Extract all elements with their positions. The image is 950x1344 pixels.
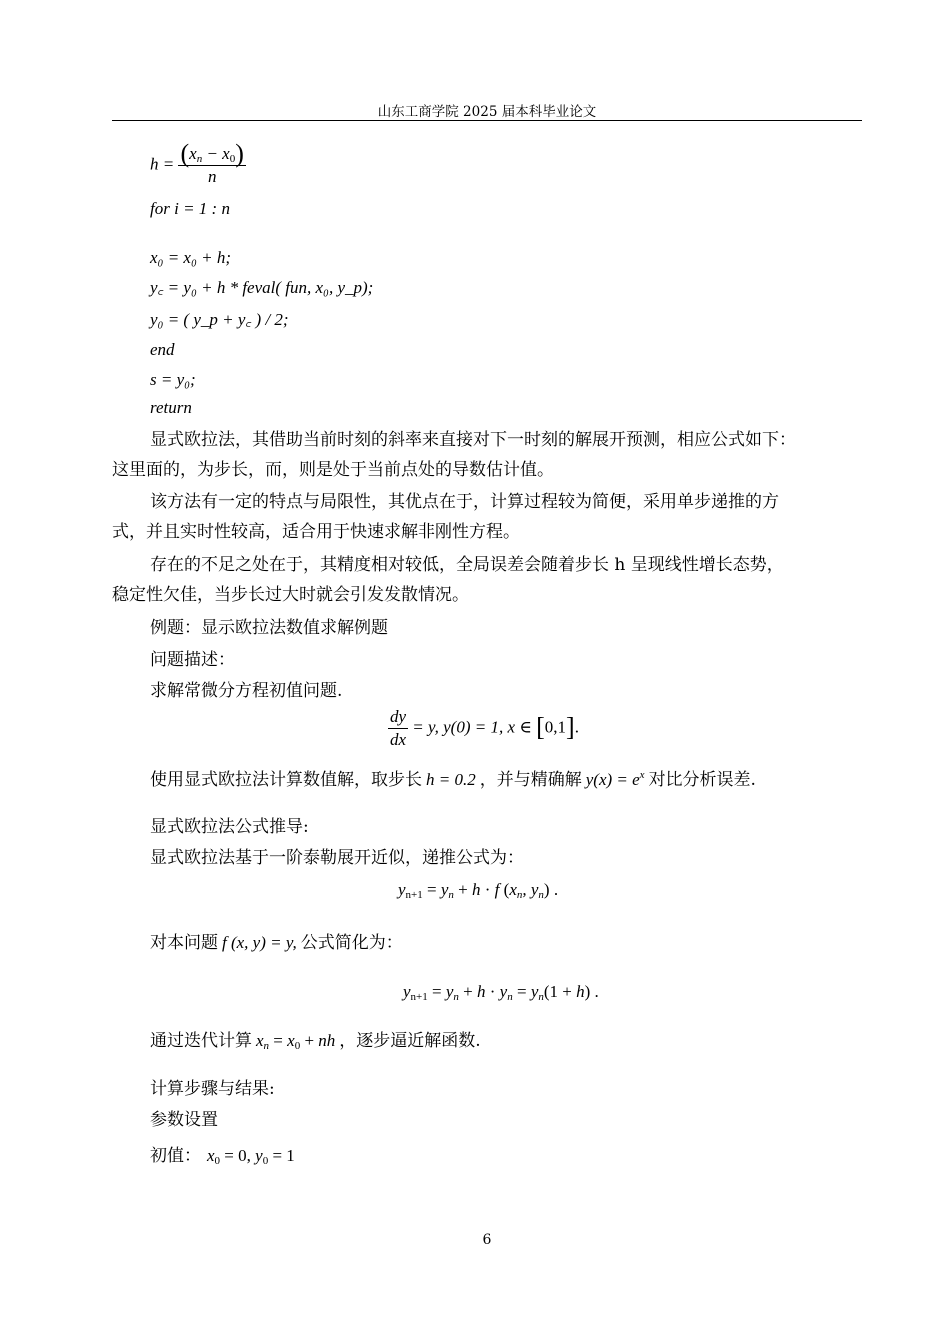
step-size-expr: h = 0.2 <box>426 770 476 789</box>
ode-fraction <box>388 706 408 751</box>
iterate-line: 通过迭代计算 $x_n = x_0$ + nh ，逐步逼近解函数. <box>150 1031 481 1052</box>
equation-recurrence: $y_{n+1} = y_n + h \cdot f$ ($x_n$, $y_n$) . <box>398 880 559 901</box>
code-line-2: y꜀ = y₀ + h * feval( fun, x₀, y_p); <box>150 278 374 297</box>
code-line-4: end <box>150 340 175 359</box>
para2-line1: 该方法有一定的特点与局限性，其优点在于，计算过程较为简便，采用单步递推的方 <box>150 492 779 512</box>
code-h-denominator: n <box>207 167 217 186</box>
code-for-line <box>150 197 230 221</box>
code-h-lhs: h = <box>150 154 175 174</box>
para3-line2: 稳定性欠佳，当步长过大时就会引发发散情况。 <box>112 585 469 605</box>
equation-simplified: $y_{n+1} = y_n + h \cdot y_n = y_n(1 + h)$ . <box>403 982 599 1003</box>
para3-line1: 存在的不足之处在于，其精度相对较低，全局误差会随着步长 h 呈现线性增长态势， <box>150 555 784 575</box>
equation-ode: $\frac{dy}{dx}$ = y, y(0) = 1, x ∈ [0,1]. <box>390 707 579 749</box>
code-h-fraction <box>178 139 245 188</box>
page-number: 6 <box>482 1232 492 1248</box>
ode-rhs: = y, y(0) = 1, x ∈ <box>408 717 537 737</box>
derive-title: 显式欧拉法公式推导: <box>150 817 309 837</box>
derive-text: 显式欧拉法基于一阶泰勒展开近似，递推公式为： <box>150 848 524 868</box>
problem-statement: 求解常微分方程初值问题. <box>150 681 343 701</box>
code-line-3: y₀ = ( y_p + y꜀ ) / 2; <box>150 310 289 329</box>
use-euler-line: 使用显式欧拉法计算数值解，取步长 h = 0.2 ，并与精确解 $y(x) = e^x$ 对比分析误差. <box>150 769 756 790</box>
simplify-expr: f (x, y) = y, <box>222 933 297 952</box>
simplify-line: 对本问题 f (x, y) = y, 公式简化为： <box>150 933 403 953</box>
exact-solution-expr: $y(x) = e^x$ <box>585 769 645 789</box>
problem-description-label: 问题描述： <box>150 650 235 670</box>
paragraph-advantages <box>112 487 862 547</box>
paragraph-limitations <box>112 550 862 610</box>
example-title: 例题：显示欧拉法数值求解例题 <box>150 618 388 638</box>
para1-line1: 显式欧拉法，其借助当前时刻的斜率来直接对下一时刻的解展开预测，相应公式如下： <box>150 430 796 450</box>
code-line-6: return <box>150 398 192 417</box>
ode-numerator: dy <box>388 706 408 729</box>
running-header: 山东工商学院 2025 届本科毕业论文 <box>377 104 597 120</box>
ode-interval: 0,1 <box>544 717 567 737</box>
code-for-keyword: for <box>150 199 170 218</box>
paragraph-euler-intro <box>112 425 862 485</box>
iterate-expr: $x_n = x_0$ + nh <box>256 1031 336 1052</box>
code-h-numerator: $(x_n - x_0)$ <box>180 139 244 168</box>
code-line-5: s = y₀; <box>150 370 196 389</box>
steps-title: 计算步骤与结果: <box>150 1079 275 1099</box>
ode-denominator: dx <box>390 730 407 749</box>
initial-values-expr: $x_0 = 0$, $y_0 = 1$ <box>207 1146 295 1167</box>
code-h-definition <box>150 139 246 188</box>
params-title: 参数设置 <box>150 1110 218 1130</box>
code-line-1: x₀ = x₀ + h; <box>150 248 232 267</box>
header-rule <box>112 120 862 121</box>
initial-values: 初值： $x_0 = 0$, $y_0 = 1$ <box>150 1146 295 1167</box>
code-for-expr: i = 1 : n <box>169 199 230 218</box>
para2-line2: 式，并且实时性较高，适合用于快速求解非刚性方程。 <box>112 522 520 542</box>
para1-line2: 这里面的，为步长，而，则是处于当前点处的导数估计值。 <box>112 460 554 480</box>
